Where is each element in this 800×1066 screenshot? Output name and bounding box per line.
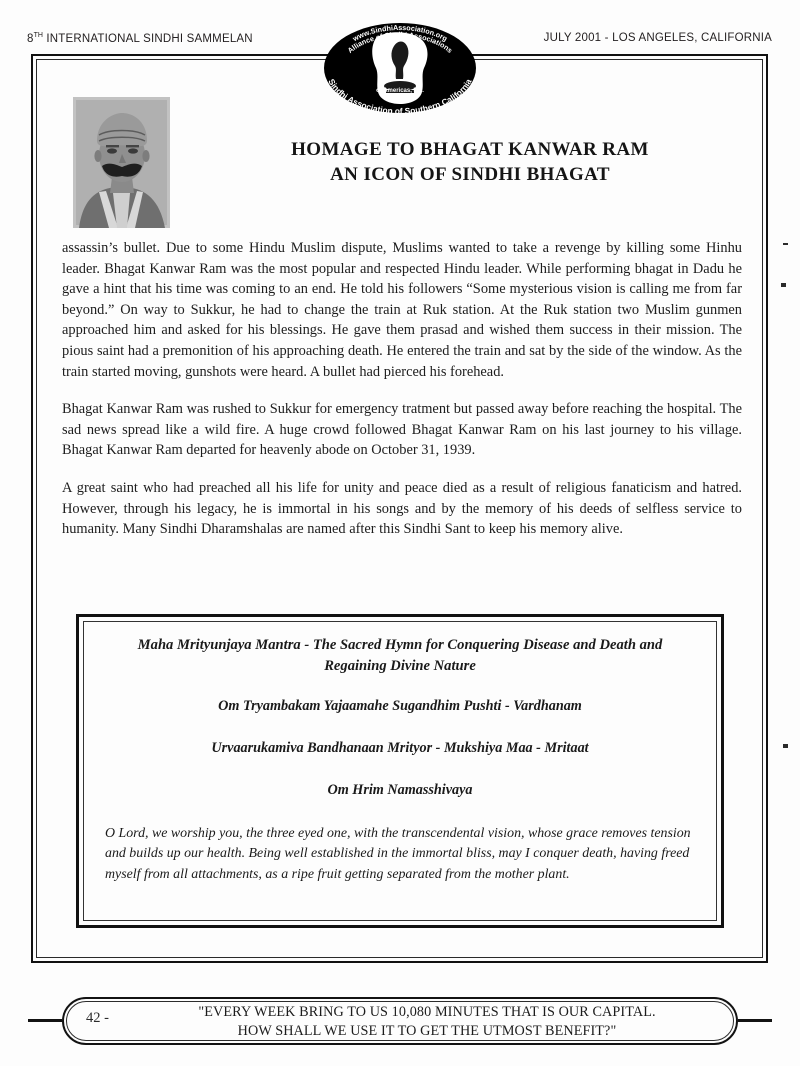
footer-connector-right bbox=[738, 1019, 772, 1022]
conference-ordinal-suffix: TH bbox=[33, 32, 43, 39]
mantra-translation: O Lord, we worship you, the three eyed one, with the transcendental vision, whose grace removes tension and builds up our health. Being well established in the immortal bliss, may I conquer death, having freed myself from all attachments, as a ripe fruit getting separated from the mother plant. bbox=[105, 826, 691, 882]
conference-name: INTERNATIONAL SINDHI SAMMELAN bbox=[42, 32, 253, 45]
seal-bottom-arc: Sindhi Association of Southern California bbox=[326, 77, 474, 114]
seal-center-caption: of Americas, Inc. bbox=[376, 88, 424, 94]
running-header-right: JULY 2001 - LOS ANGELES, CALIFORNIA bbox=[543, 32, 772, 44]
portrait-photo bbox=[73, 97, 170, 228]
scan-speck bbox=[783, 744, 788, 748]
footer-quote bbox=[132, 1003, 722, 1040]
conference-ordinal: 8 bbox=[27, 32, 34, 45]
article-body bbox=[62, 238, 742, 540]
running-header-left bbox=[27, 32, 253, 45]
footer-connector-left bbox=[28, 1019, 62, 1022]
mantra-line: Om Hrim Namasshivaya bbox=[327, 782, 473, 798]
mantra-panel-content bbox=[105, 635, 695, 885]
footer-quote-line-2: HOW SHALL WE USE IT TO GET THE UTMOST BENEFIT?" bbox=[237, 1022, 617, 1039]
page-number: 42 - bbox=[86, 1010, 109, 1026]
footer-banner bbox=[62, 997, 738, 1045]
mantra-heading: Maha Mrityunjaya Mantra - The Sacred Hymn for Conquering Disease and Death and Regaining Divine Nature bbox=[137, 637, 663, 674]
scan-speck bbox=[781, 283, 786, 287]
body-paragraph: Bhagat Kanwar Ram was rushed to Sukkur for emergency tratment but passed away before reaching the hospital. The sad news spread like a wild fire. A huge crowd followed Bhagat Kanwar Ram on his last journey to his village. Bhagat Kanwar Ram departed for heavenly abode on October 31, 1939. bbox=[62, 401, 742, 459]
seal-top-arc-outer: www.SindhiAssociation.org bbox=[351, 22, 449, 44]
page-title-line-2: AN ICON OF SINDHI BHAGAT bbox=[330, 163, 610, 185]
page-title-line-1: HOMAGE TO BHAGAT KANWAR RAM bbox=[291, 138, 649, 160]
body-paragraph: A great saint who had preached all his life for unity and peace died as a result of religious fanaticism and hatred. However, through his legacy, he is immortal in his songs and by the memory of his deeds of selfless service to humanity. Many Sindhi Dharamshalas are named after this Sindhi Sant to keep his memory alive. bbox=[62, 479, 742, 538]
mantra-panel bbox=[76, 614, 724, 928]
page-title bbox=[190, 137, 750, 187]
body-paragraph: assassin’s bullet. Due to some Hindu Muslim dispute, Muslims wanted to take a revenge by killing some Hinhu leader. Bhagat Kanwar Ram was the most popular and respected Hindu leader. While performing bhagat in Dadu he gave a hint that his time was coming to an end. He told his followers “Some mysterious vision is calling me from far beyond.” On way to Sukkur, he had to change the train at Ruk station. At the Ruk station two Muslim gunmen approached him and asked for his blessings. He gave them prasad and wished them success in their mission. The pious saint had a premonition of his approaching death. He entered the train and sat by the side of the window. As the train started moving, gunshots were heard. A bullet had pierced his forehead. bbox=[62, 240, 742, 380]
mantra-line: Urvaarukamiva Bandhanaan Mrityor - Mukshiya Maa - Mritaat bbox=[211, 740, 589, 756]
scan-speck bbox=[783, 243, 788, 245]
seal-top-arc-inner: Alliance of Sindhi Associations bbox=[345, 29, 455, 55]
footer-quote-line-1: "EVERY WEEK BRING TO US 10,080 MINUTES THAT IS OUR CAPITAL. bbox=[198, 1004, 656, 1020]
sindhi-association-seal-icon bbox=[316, 22, 484, 114]
mantra-line: Om Tryambakam Yajaamahe Sugandhim Pushti - Vardhanam bbox=[218, 698, 582, 714]
